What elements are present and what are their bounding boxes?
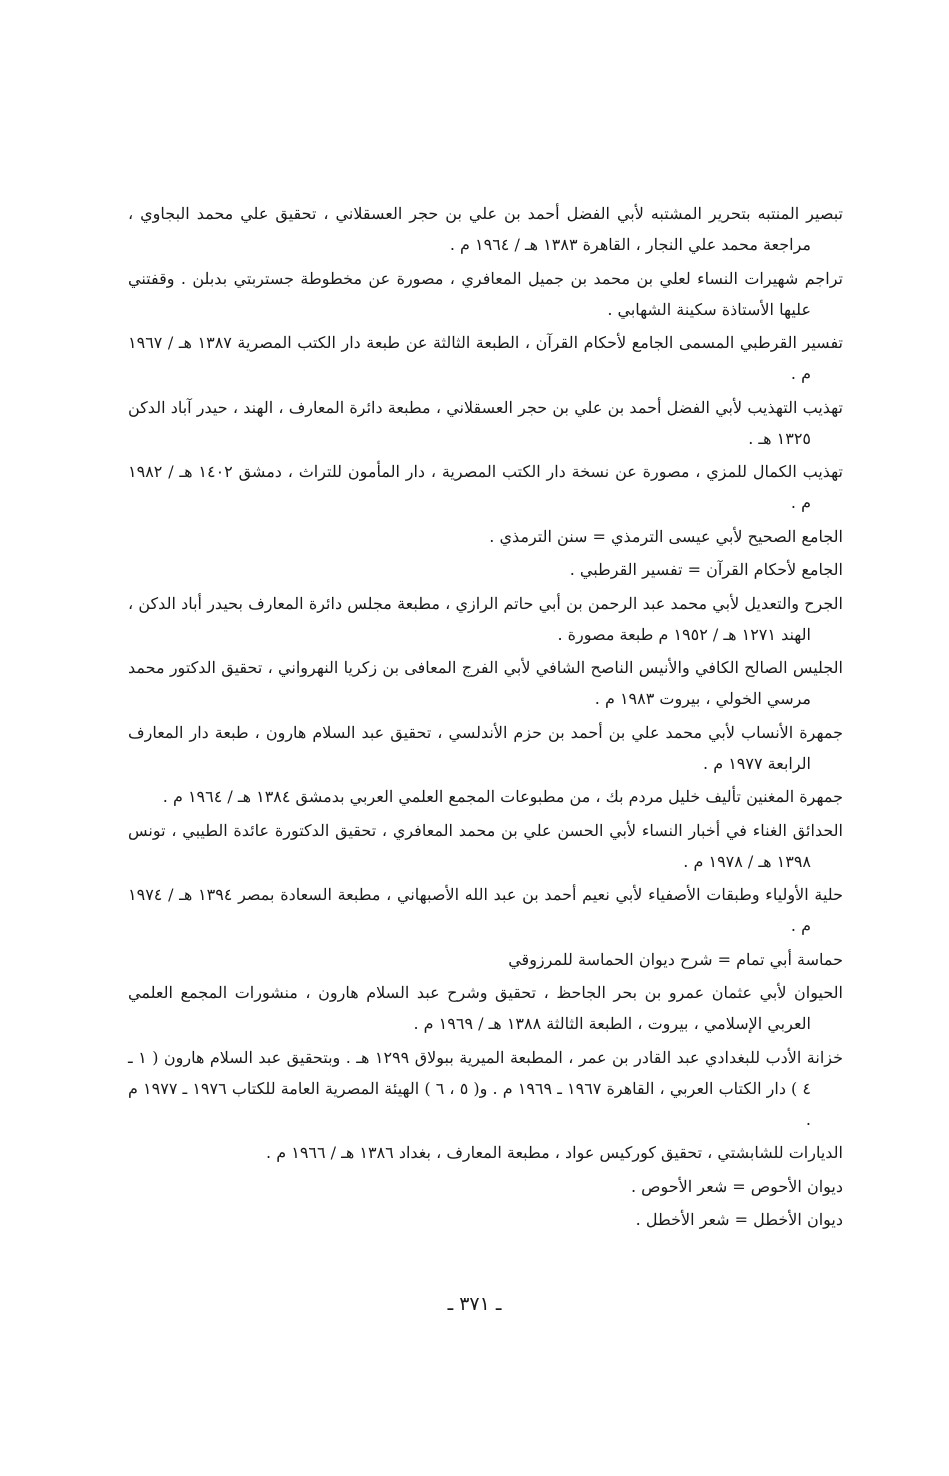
bibliography-entry: حماسة أبي تمام = شرح ديوان الحماسة للمرزوقي — [508, 949, 843, 969]
bibliography-entry: الجامع لأحكام القرآن = تفسير القرطبي . — [569, 560, 843, 579]
bibliography-entry: الحيوان لأبي عثمان عمرو بن بحر الجاحظ ، تحقيق وشرح عبد السلام هارون ، منشورات المجمع العلمي العربي الإسلامي ، بيروت ، الطبعة الثالثة ١٣٨٨ هـ / ١٩٦٩ م . — [128, 983, 843, 1033]
bibliography-entry: ديوان الأحوص = شعر الأحوص . — [630, 1176, 843, 1196]
bibliography-entry: تراجم شهيرات النساء لعلي بن محمد بن جميل المعافري ، مصورة عن مخطوطة جستربتي بدبلن . وقفتني عليها الأستاذة سكينة الشهابي . — [128, 268, 843, 319]
bibliography-entry: الجليس الصالح الكافي والأنيس الناصح الشافي لأبي الفرج المعافى بن زكريا النهرواني ، تحقيق الدكتور محمد مرسي الخولي ، بيروت ١٩٨٣ م . — [128, 658, 843, 708]
bibliography-entry: الحدائق الغناء في أخبار النساء لأبي الحسن علي بن محمد المعافري ، تحقيق الدكتورة عائدة الطيبي ، تونس ١٣٩٨ هـ / ١٩٧٨ م . — [128, 820, 844, 871]
bibliography-entry: تفسير القرطبي المسمى الجامع لأحكام القرآن ، الطبعة الثالثة عن طبعة دار الكتب المصرية ١٣٨٧ هـ / ١٩٦٧ م . — [128, 333, 843, 383]
bibliography-entry: حلية الأولياء وطبقات الأصفياء لأبي نعيم أحمد بن عبد الله الأصبهاني ، مطبعة السعادة بمصر ١٣٩٤ هـ / ١٩٧٤ م . — [128, 885, 843, 935]
bibliography-entry: الديارات للشابشتي ، تحقيق كوركيس عواد ، مطبعة المعارف ، بغداد ١٣٨٦ هـ / ١٩٦٦ م . — [266, 1143, 843, 1162]
bibliography-entry: تبصير المنتبه بتحرير المشتبه لأبي الفضل أحمد بن علي بن حجر العسقلاني ، تحقيق علي محمد البجاوي ، مراجعة محمد علي النجار ، القاهرة ١٣٨٣ هـ / ١٩٦٤ م . — [128, 204, 843, 254]
bibliography-list — [128, 198, 843, 1238]
bibliography-entry: جمهرة المغنين تأليف خليل مردم بك ، من مطبوعات المجمع العلمي العربي بدمشق ١٣٨٤ هـ / ١٩٦٤ م . — [162, 787, 843, 806]
bibliography-entry: ديوان الأخطل = شعر الأخطل . — [635, 1210, 843, 1229]
bibliography-entry: الجامع الصحيح لأبي عيسى الترمذي = سنن الترمذي . — [489, 526, 843, 546]
bibliography-entry: خزانة الأدب للبغدادي عبد القادر بن عمر ، المطبعة الميرية ببولاق ١٢٩٩ هـ . وبتحقيق عبد السلام هارون ( ١ ـ ٤ ) دار الكتاب العربي ، القاهرة ١٩٦٧ ـ ١٩٦٩ م . و( ٥ ، ٦ ) الهيئة المصرية العامة للكتاب ١٩٧٦ ـ ١٩٧٧ م . — [128, 1047, 844, 1129]
bibliography-entry: تهذيب التهذيب لأبي الفضل أحمد بن علي بن حجر العسقلاني ، مطبعة دائرة المعارف ، الهند ، حيدر آباد الدكن ١٣٢٥ هـ . — [128, 397, 843, 448]
bibliography-entry: تهذيب الكمال للمزي ، مصورة عن نسخة دار الكتب المصرية ، دار المأمون للتراث ، دمشق ١٤٠٢ هـ / ١٩٨٢ م . — [128, 462, 843, 512]
bibliography-entry: الجرح والتعديل لأبي محمد عبد الرحمن بن أبي حاتم الرازي ، مطبعة مجلس دائرة المعارف بحيدر أباد الدكن ، الهند ١٢٧١ هـ / ١٩٥٢ م طبعة مصورة . — [128, 593, 843, 644]
bibliography-entry: جمهرة الأنساب لأبي محمد علي بن أحمد بن حزم الأندلسي ، تحقيق عبد السلام هارون ، طبعة دار المعارف الرابعة ١٩٧٧ م . — [128, 722, 843, 773]
page-number: ـ ٣٧١ ـ — [447, 1293, 502, 1315]
